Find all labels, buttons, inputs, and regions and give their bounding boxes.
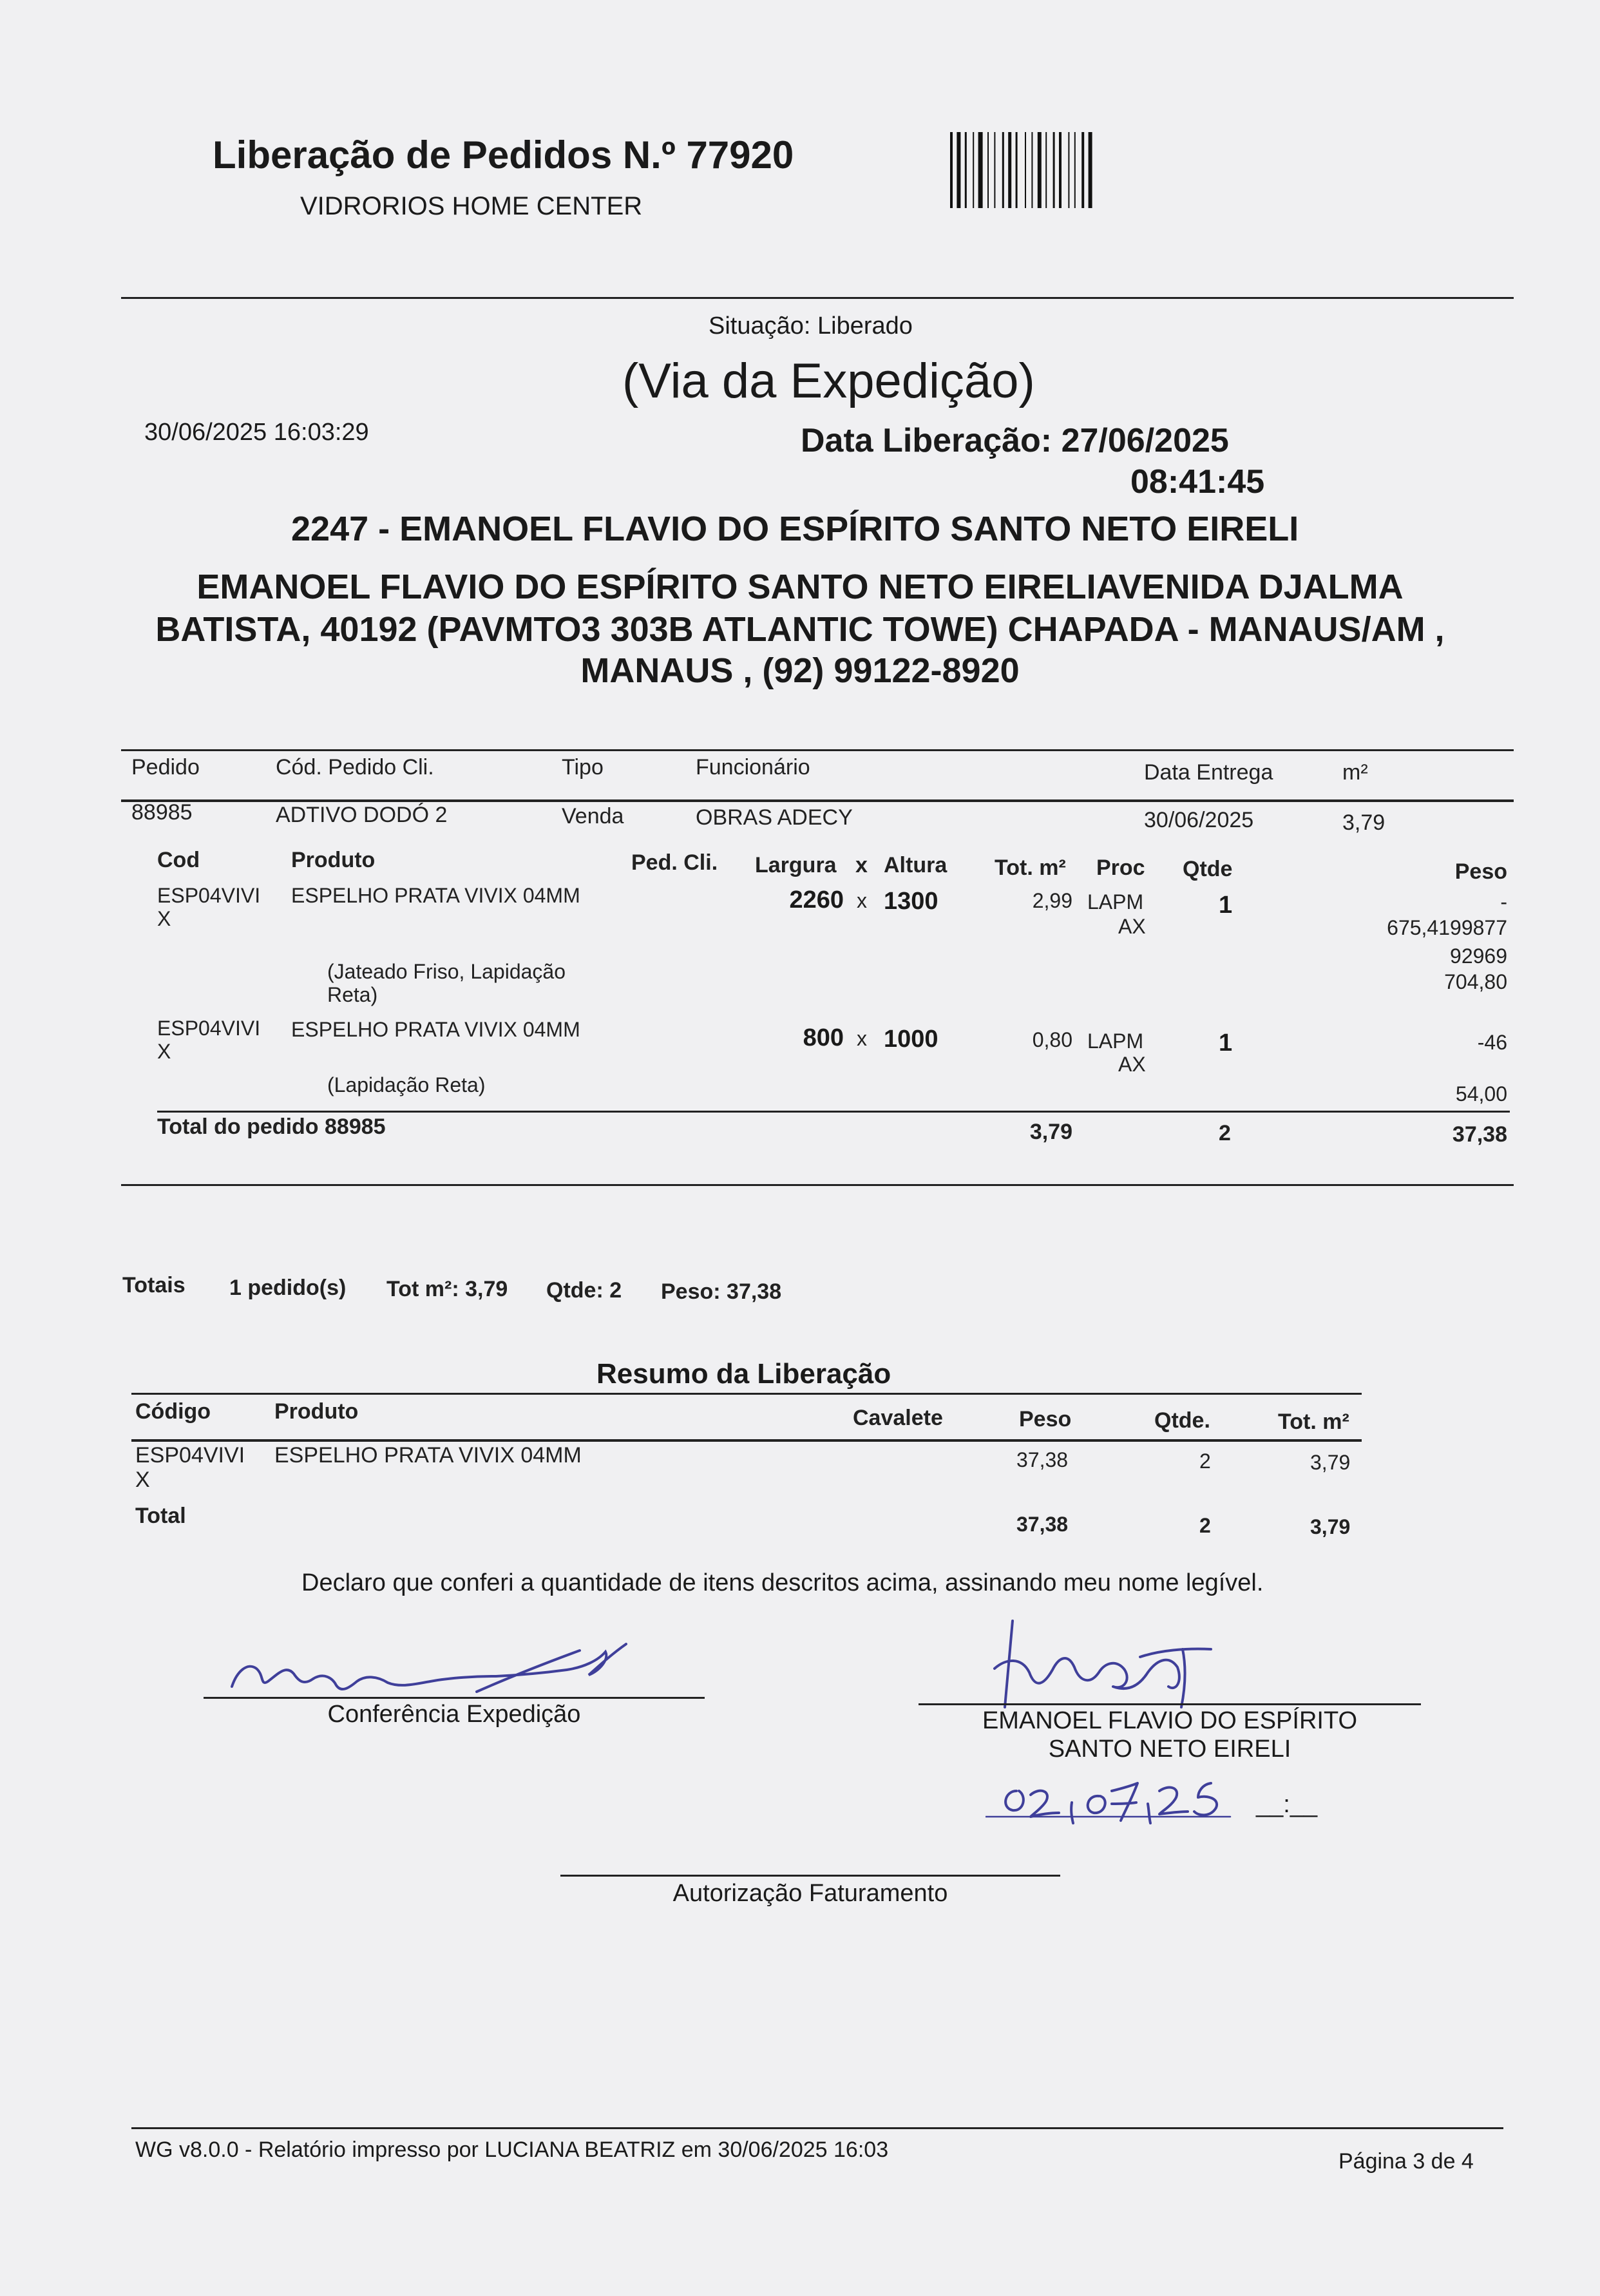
resumo-header-codigo: Código bbox=[135, 1399, 211, 1424]
resumo-header-peso: Peso bbox=[1019, 1407, 1072, 1431]
order-total-label: Total do pedido 88985 bbox=[157, 1115, 386, 1139]
item-2-largura: 800 bbox=[803, 1024, 844, 1051]
order-pedido: 88985 bbox=[131, 800, 193, 825]
order-funcionario: OBRAS ADECY bbox=[696, 805, 853, 830]
item-2-obs: (Lapidação Reta) bbox=[327, 1073, 486, 1096]
order-cod-cli: ADTIVO DODÓ 2 bbox=[276, 803, 448, 827]
resumo-total-peso: 37,38 bbox=[1016, 1513, 1069, 1536]
item-2-x: x bbox=[857, 1027, 867, 1050]
items-header-ped-cli: Ped. Cli. bbox=[631, 850, 718, 875]
resumo-total-label: Total bbox=[135, 1504, 186, 1528]
barcode-image bbox=[950, 132, 1198, 208]
order-header-data-entrega: Data Entrega bbox=[1144, 760, 1273, 785]
items-header-cod: Cod bbox=[157, 848, 200, 872]
resumo-total-qtde: 2 bbox=[1199, 1514, 1211, 1537]
order-total-qtde: 2 bbox=[1219, 1121, 1231, 1145]
resumo-codigo-cont: X bbox=[135, 1468, 150, 1492]
item-2-qtde: 1 bbox=[1219, 1029, 1233, 1057]
item-1-qtde: 1 bbox=[1219, 892, 1233, 919]
resumo-top-rule bbox=[131, 1393, 1362, 1395]
data-liberacao: Data Liberação: 27/06/2025 bbox=[801, 422, 1229, 459]
conferencia-line bbox=[204, 1697, 705, 1699]
order-header-pedido: Pedido bbox=[131, 755, 200, 780]
order-m2: 3,79 bbox=[1342, 810, 1386, 835]
handwritten-date-image bbox=[986, 1765, 1256, 1830]
cliente-name-line-1: EMANOEL FLAVIO DO ESPÍRITO bbox=[982, 1707, 1358, 1734]
item-1-x: x bbox=[857, 889, 867, 912]
footer-page-number: Página 3 de 4 bbox=[1338, 2149, 1474, 2174]
company-name: VIDRORIOS HOME CENTER bbox=[300, 192, 643, 220]
time-blank: __:__ bbox=[1256, 1791, 1318, 1818]
items-header-altura: Altura bbox=[884, 853, 948, 877]
order-total-peso: 37,38 bbox=[1452, 1122, 1507, 1147]
footer-rule bbox=[131, 2127, 1503, 2129]
items-header-tot-m2: Tot. m² bbox=[995, 856, 1066, 880]
item-1-cod: ESP04VIVI bbox=[157, 884, 261, 907]
printed-timestamp: 30/06/2025 16:03:29 bbox=[144, 419, 369, 446]
order-header-cod-cli: Cód. Pedido Cli. bbox=[276, 755, 434, 780]
item-2-cod-cont: X bbox=[157, 1040, 171, 1063]
client-address-line-3: MANAUS , (92) 99122-8920 bbox=[580, 651, 1020, 690]
client-address-line-1: EMANOEL FLAVIO DO ESPÍRITO SANTO NETO EIRELIAVENIDA DJALMA bbox=[196, 568, 1404, 606]
item-1-proc: LAPM bbox=[1087, 890, 1144, 914]
cliente-signature-line bbox=[919, 1703, 1421, 1705]
totais-peso: Peso: 37,38 bbox=[661, 1279, 782, 1304]
item-1-tot-m2: 2,99 bbox=[1032, 889, 1072, 912]
item-1-peso-cont-2: 92969 bbox=[1450, 944, 1507, 968]
resumo-total-tot-m2: 3,79 bbox=[1310, 1515, 1351, 1538]
cliente-name-line-2: SANTO NETO EIRELI bbox=[1048, 1736, 1291, 1763]
item-2-proc-cont: AX bbox=[1118, 1053, 1146, 1076]
item-1-cod-cont: X bbox=[157, 907, 171, 930]
items-header-largura: Largura bbox=[755, 853, 837, 877]
order-table-top-rule bbox=[121, 749, 1514, 751]
item-1-produto: ESPELHO PRATA VIVIX 04MM bbox=[291, 884, 580, 907]
items-header-produto: Produto bbox=[291, 848, 376, 872]
resumo-peso: 37,38 bbox=[1016, 1448, 1069, 1471]
document-title: Liberação de Pedidos N.º 77920 bbox=[213, 133, 794, 177]
header-divider bbox=[121, 297, 1514, 299]
conferencia-signature-image bbox=[219, 1623, 644, 1701]
resumo-tot-m2: 3,79 bbox=[1310, 1451, 1351, 1474]
situacao-label: Situação: Liberado bbox=[709, 312, 913, 340]
item-2-peso-cont: 54,00 bbox=[1455, 1082, 1507, 1105]
item-1-obs: (Jateado Friso, Lapidação bbox=[327, 960, 566, 983]
declaration-text: Declaro que conferi a quantidade de itens descritos acima, assinando meu nome legível. bbox=[301, 1569, 1264, 1596]
autorizacao-line bbox=[560, 1875, 1060, 1877]
item-2-produto: ESPELHO PRATA VIVIX 04MM bbox=[291, 1018, 580, 1041]
items-header-proc: Proc bbox=[1096, 856, 1145, 880]
order-section-bottom-rule bbox=[121, 1184, 1514, 1186]
totais-qtde: Qtde: 2 bbox=[546, 1278, 622, 1303]
item-1-obs-cont: Reta) bbox=[327, 983, 378, 1006]
resumo-header-cavalete: Cavalete bbox=[853, 1406, 943, 1430]
item-1-peso-cont-1: 675,4199877 bbox=[1387, 916, 1507, 939]
items-header-x: x bbox=[855, 853, 868, 877]
via-label: (Via da Expedição) bbox=[622, 354, 1035, 408]
resumo-header-tot-m2: Tot. m² bbox=[1278, 1410, 1349, 1434]
resumo-header-produto: Produto bbox=[274, 1399, 359, 1424]
item-1-peso: - bbox=[1500, 890, 1507, 914]
order-header-m2: m² bbox=[1342, 760, 1368, 785]
client-address-line-2: BATISTA, 40192 (PAVMTO3 303B ATLANTIC TOWE) CHAPADA - MANAUS/AM , bbox=[155, 610, 1445, 649]
client-code-name: 2247 - EMANOEL FLAVIO DO ESPÍRITO SANTO NETO EIRELI bbox=[291, 510, 1299, 548]
conferencia-label: Conferência Expedição bbox=[327, 1701, 581, 1728]
order-data-entrega: 30/06/2025 bbox=[1144, 808, 1254, 832]
item-1-altura: 1300 bbox=[884, 888, 938, 915]
totais-label: Totais bbox=[122, 1273, 186, 1297]
item-2-altura: 1000 bbox=[884, 1026, 938, 1053]
item-2-cod: ESP04VIVI bbox=[157, 1017, 261, 1040]
item-1-largura: 2260 bbox=[789, 886, 844, 914]
resumo-header-qtde: Qtde. bbox=[1154, 1408, 1210, 1433]
order-total-tot-m2: 3,79 bbox=[1029, 1120, 1072, 1144]
autorizacao-label: Autorização Faturamento bbox=[672, 1880, 948, 1907]
resumo-title: Resumo da Liberação bbox=[596, 1358, 891, 1390]
resumo-qtde: 2 bbox=[1199, 1449, 1211, 1473]
resumo-codigo: ESP04VIVI bbox=[135, 1443, 245, 1468]
resumo-header-rule bbox=[131, 1439, 1362, 1442]
order-header-tipo: Tipo bbox=[562, 755, 604, 780]
order-header-funcionario: Funcionário bbox=[696, 755, 810, 780]
item-1-peso-cont-3: 704,80 bbox=[1444, 970, 1507, 993]
item-2-tot-m2: 0,80 bbox=[1032, 1028, 1072, 1051]
item-2-proc: LAPM bbox=[1087, 1029, 1144, 1053]
items-header-peso: Peso bbox=[1454, 859, 1507, 884]
resumo-produto: ESPELHO PRATA VIVIX 04MM bbox=[274, 1443, 582, 1468]
item-1-proc-cont: AX bbox=[1118, 915, 1146, 938]
footer-report-text: WG v8.0.0 - Relatório impresso por LUCIANA BEATRIZ em 30/06/2025 16:03 bbox=[135, 2138, 889, 2162]
order-tipo: Venda bbox=[562, 804, 624, 828]
totais-tot-m2: Tot m²: 3,79 bbox=[386, 1277, 508, 1301]
totais-pedidos: 1 pedido(s) bbox=[229, 1276, 347, 1300]
items-header-qtde: Qtde bbox=[1183, 857, 1233, 881]
item-2-peso: -46 bbox=[1477, 1031, 1507, 1054]
hora-liberacao: 08:41:45 bbox=[1130, 463, 1265, 501]
order-table-header-rule bbox=[121, 799, 1514, 802]
items-total-rule bbox=[157, 1111, 1510, 1113]
